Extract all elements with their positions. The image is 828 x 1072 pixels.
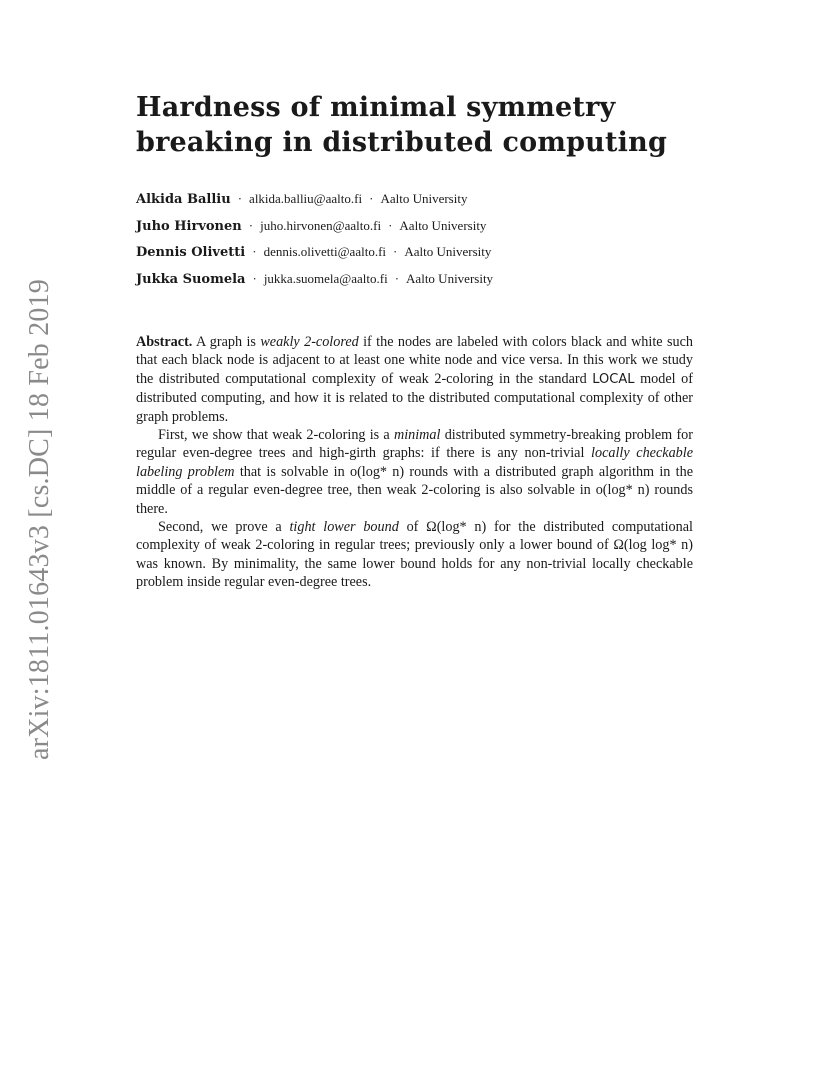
- separator: ·: [252, 270, 257, 286]
- abstract-text: First, we show that weak 2-coloring is a: [158, 427, 394, 444]
- author-affiliation: Aalto University: [404, 244, 492, 259]
- abstract-text: if the nodes are labeled with colors black and white such that each black node is adjacent to at least one white node and vice versa. In this work we study the distributed computational complexity of weak 2-coloring in the standard: [136, 334, 693, 387]
- author-entry: [136, 239, 696, 266]
- abstract-text: Second, we prove a: [158, 519, 290, 536]
- author-affiliation: Aalto University: [380, 191, 468, 206]
- author-name: Juho Hirvonen: [136, 218, 242, 234]
- math-expression: o(log* n): [349, 463, 405, 480]
- separator: ·: [393, 244, 398, 259]
- title-line-2: breaking in distributed computing: [136, 127, 668, 158]
- author-name: Jukka Suomela: [136, 271, 246, 287]
- abstract-text: distributed symmetry-breaking problem for regular even-degree trees and high-girth graphs: if there is any non-trivial: [136, 427, 693, 462]
- abstract: [136, 333, 693, 592]
- author-affiliation: Aalto University: [399, 217, 487, 233]
- paper-title: [136, 90, 696, 160]
- math-expression: Ω(log* n): [426, 519, 487, 536]
- separator: ·: [248, 217, 254, 233]
- arxiv-identifier: arXiv:1811.01643v3 [cs.DC] 18 Feb 2019: [24, 279, 55, 760]
- abstract-text: of: [398, 519, 427, 536]
- abstract-emphasis: locally checkable labeling problem: [136, 445, 693, 480]
- abstract-paragraph-3: [136, 518, 693, 592]
- author-entry: [136, 186, 696, 213]
- author-email[interactable]: juho.hirvonen@aalto.fi: [260, 217, 382, 233]
- abstract-emphasis: tight lower bound: [289, 519, 399, 536]
- author-affiliation: Aalto University: [406, 270, 494, 286]
- abstract-label: Abstract.: [136, 334, 193, 350]
- math-expression: Ω(log log* n): [613, 537, 693, 554]
- separator: ·: [394, 270, 400, 286]
- abstract-text: A graph is: [192, 334, 261, 350]
- local-model-name: LOCAL: [592, 371, 635, 387]
- abstract-paragraph-1: [136, 333, 693, 426]
- math-expression: o(log* n): [595, 482, 650, 499]
- author-name: Alkida Balliu: [136, 192, 231, 207]
- author-email[interactable]: dennis.olivetti@aalto.fi: [263, 244, 387, 259]
- abstract-emphasis: weakly 2-colored: [260, 334, 359, 350]
- author-entry: [136, 266, 696, 293]
- author-email[interactable]: alkida.balliu@aalto.fi: [249, 191, 363, 206]
- abstract-text: rounds there.: [136, 482, 693, 517]
- abstract-text: was known. By minimality, the same lower bound holds for any non-trivial locally checkable problem inside regular even-degree trees.: [136, 555, 693, 591]
- separator: ·: [369, 191, 374, 206]
- abstract-text: rounds with a distributed graph algorithm in the middle of a regular even-degree tree, then weak 2-coloring is also solvable in: [136, 463, 693, 499]
- abstract-text: for the distributed computational complexity of weak 2-coloring in regular trees; previously only a lower bound of: [136, 519, 693, 554]
- author-entry: [136, 213, 696, 240]
- author-list: [136, 186, 696, 292]
- abstract-emphasis: minimal: [393, 427, 441, 444]
- abstract-text: that is solvable in: [234, 463, 350, 480]
- separator: ·: [252, 244, 257, 259]
- separator: ·: [237, 191, 243, 206]
- author-name: Dennis Olivetti: [136, 245, 246, 260]
- author-email[interactable]: jukka.suomela@aalto.fi: [263, 270, 388, 286]
- abstract-text: model of distributed computing, and how it is related to the distributed computational complexity of other graph problems.: [136, 370, 693, 425]
- separator: ·: [388, 217, 393, 233]
- title-line-1: Hardness of minimal symmetry: [136, 92, 616, 123]
- abstract-paragraph-2: [136, 426, 693, 518]
